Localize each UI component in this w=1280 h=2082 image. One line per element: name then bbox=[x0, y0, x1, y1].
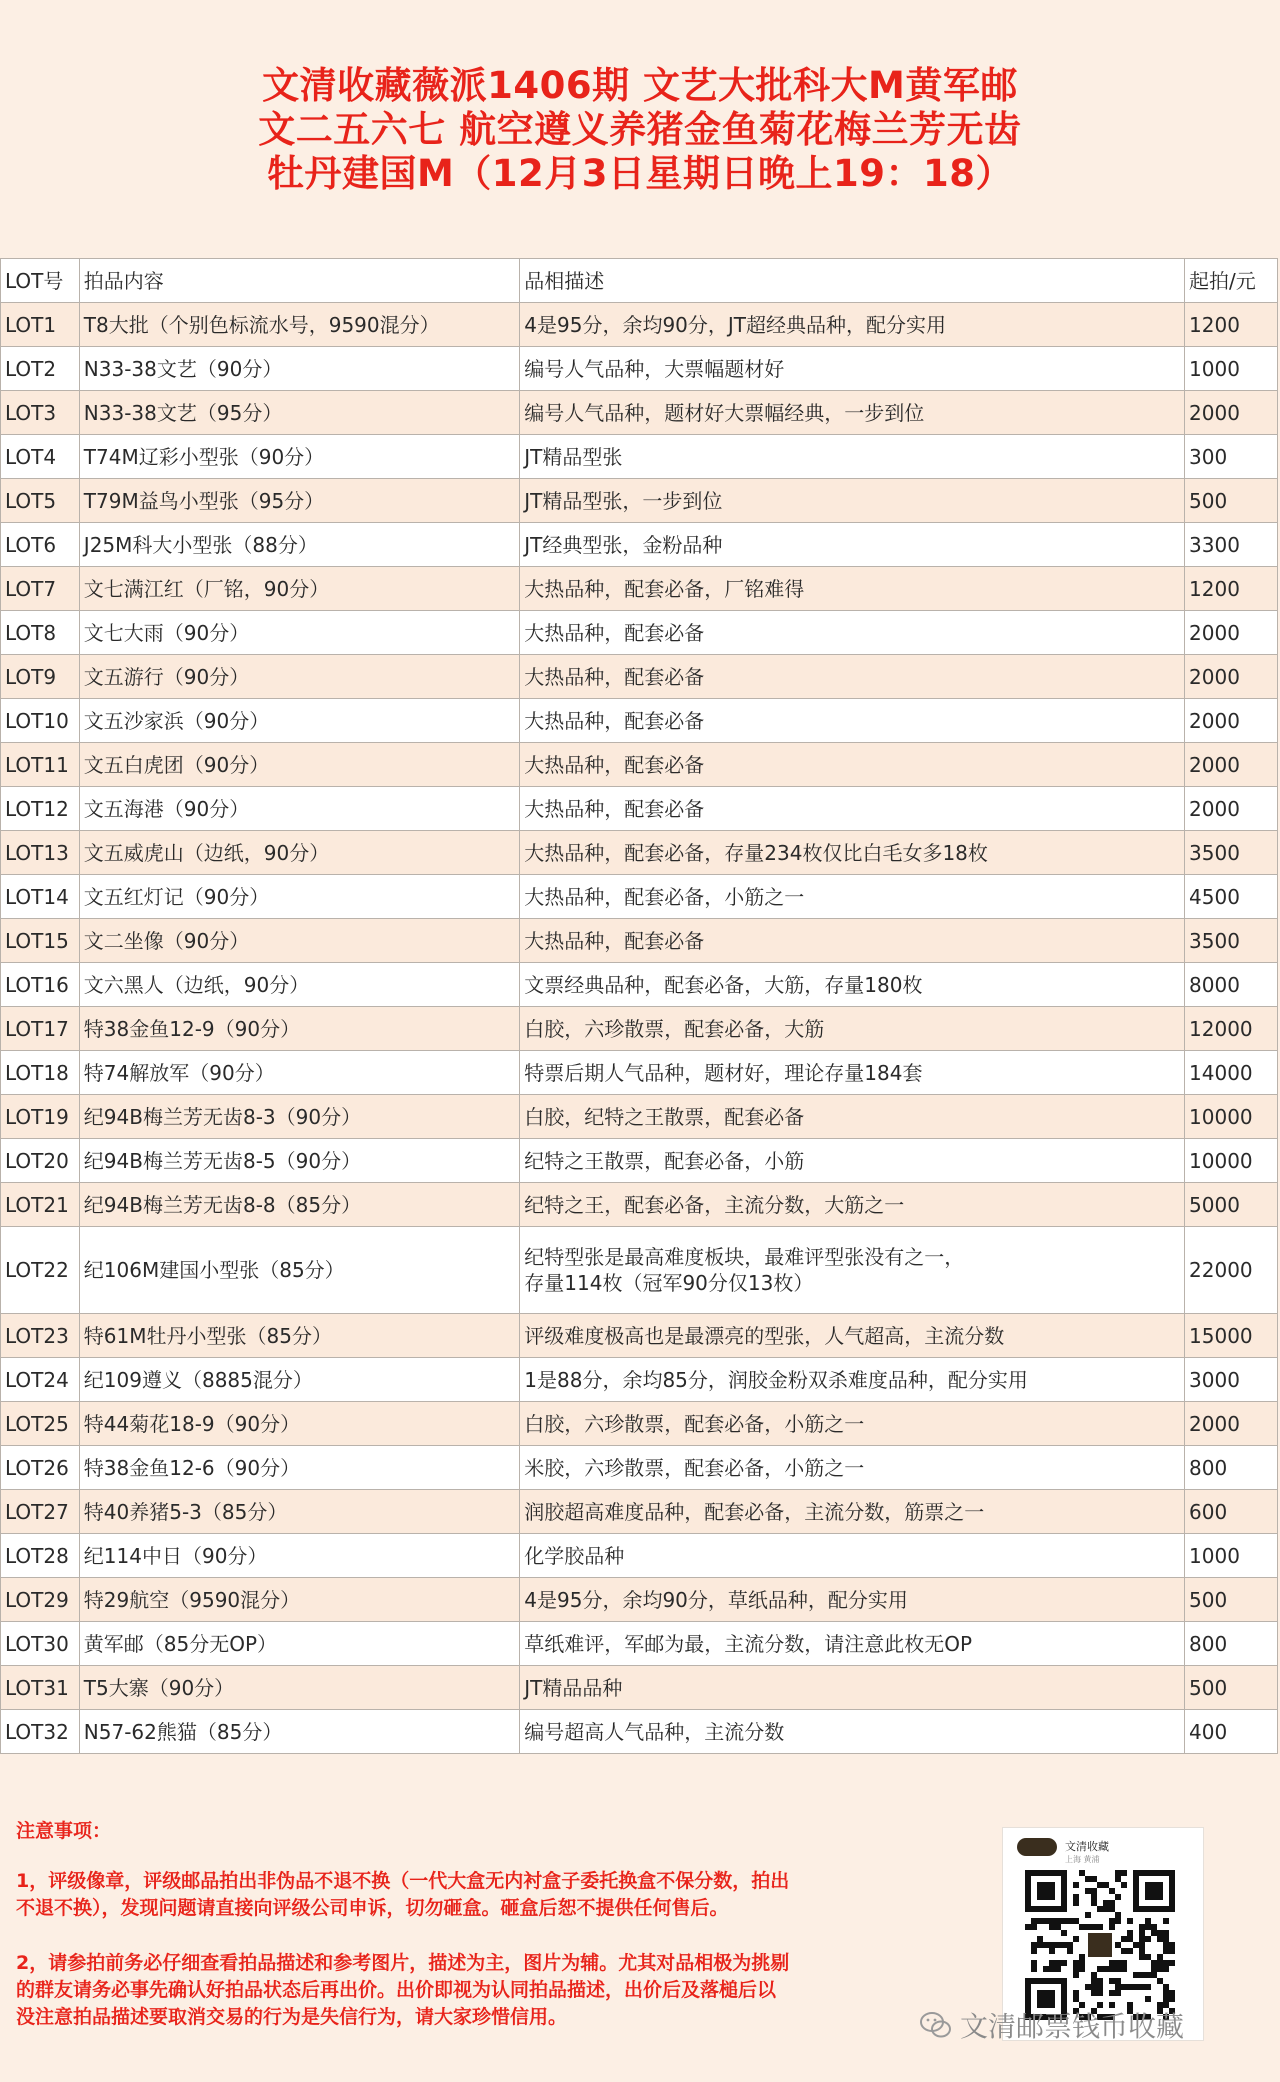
table-row bbox=[1, 435, 1278, 479]
start-price-cell: 2000 bbox=[1185, 611, 1278, 655]
auction-lot-table bbox=[0, 258, 1278, 1754]
lot-cell: LOT20 bbox=[1, 1139, 80, 1183]
start-price-cell: 1200 bbox=[1185, 303, 1278, 347]
lot-cell: LOT24 bbox=[1, 1358, 80, 1402]
description-cell: 大热品种，配套必备，存量234枚仅比白毛女多18枚 bbox=[520, 831, 1185, 875]
table-row bbox=[1, 1490, 1278, 1534]
start-price-cell: 1000 bbox=[1185, 1534, 1278, 1578]
lot-cell: LOT10 bbox=[1, 699, 80, 743]
lot-cell: LOT1 bbox=[1, 303, 80, 347]
qr-shop-location: 上海 黄浦 bbox=[1065, 1855, 1100, 1864]
table-row bbox=[1, 1446, 1278, 1490]
description-cell: 白胶，六珍散票，配套必备，小筋之一 bbox=[520, 1402, 1185, 1446]
item-cell: 文七满江红（厂铭，90分） bbox=[79, 567, 519, 611]
description-cell: 编号人气品种，题材好大票幅经典，一步到位 bbox=[520, 391, 1185, 435]
item-cell: J25M科大小型张（88分） bbox=[79, 523, 519, 567]
lot-cell: LOT14 bbox=[1, 875, 80, 919]
item-cell: 特29航空（9590混分） bbox=[79, 1578, 519, 1622]
lot-cell: LOT30 bbox=[1, 1622, 80, 1666]
description-cell: 白胶，纪特之王散票，配套必备 bbox=[520, 1095, 1185, 1139]
item-cell: 纪94B梅兰芳无齿8-8（85分） bbox=[79, 1183, 519, 1227]
description-cell: 编号人气品种，大票幅题材好 bbox=[520, 347, 1185, 391]
item-cell: 特38金鱼12-6（90分） bbox=[79, 1446, 519, 1490]
description-cell: 大热品种，配套必备 bbox=[520, 919, 1185, 963]
start-price-cell: 600 bbox=[1185, 1490, 1278, 1534]
start-price-cell: 2000 bbox=[1185, 787, 1278, 831]
start-price-cell: 2000 bbox=[1185, 743, 1278, 787]
start-price-cell: 3500 bbox=[1185, 919, 1278, 963]
start-price-cell: 2000 bbox=[1185, 1402, 1278, 1446]
lot-cell: LOT18 bbox=[1, 1051, 80, 1095]
table-header-row bbox=[1, 259, 1278, 303]
table-row bbox=[1, 1710, 1278, 1754]
item-cell: N33-38文艺（90分） bbox=[79, 347, 519, 391]
table-row bbox=[1, 1227, 1278, 1314]
lot-cell: LOT31 bbox=[1, 1666, 80, 1710]
item-cell: T74M辽彩小型张（90分） bbox=[79, 435, 519, 479]
start-price-cell: 4500 bbox=[1185, 875, 1278, 919]
lot-cell: LOT5 bbox=[1, 479, 80, 523]
column-header-description: 品相描述 bbox=[520, 259, 1185, 303]
start-price-cell: 400 bbox=[1185, 1710, 1278, 1754]
start-price-cell: 3300 bbox=[1185, 523, 1278, 567]
item-cell: 文五威虎山（边纸，90分） bbox=[79, 831, 519, 875]
item-cell: 文七大雨（90分） bbox=[79, 611, 519, 655]
lot-cell: LOT29 bbox=[1, 1578, 80, 1622]
item-cell: 黄军邮（85分无OP） bbox=[79, 1622, 519, 1666]
qr-code[interactable] bbox=[1025, 1870, 1175, 2020]
description-line-1: 纪特型张是最高难度板块，最难评型张没有之一， bbox=[524, 1245, 965, 1269]
note-2-line-2: 的群友请务必事先确认好拍品状态后再出价。出价即视为认同拍品描述，出价后及落槌后以 bbox=[16, 1979, 777, 2001]
start-price-cell: 800 bbox=[1185, 1446, 1278, 1490]
lot-cell: LOT4 bbox=[1, 435, 80, 479]
lot-cell: LOT7 bbox=[1, 567, 80, 611]
lot-cell: LOT22 bbox=[1, 1227, 80, 1314]
start-price-cell: 10000 bbox=[1185, 1139, 1278, 1183]
item-cell: 特61M牡丹小型张（85分） bbox=[79, 1314, 519, 1358]
description-cell: 特票后期人气品种，题材好，理论存量184套 bbox=[520, 1051, 1185, 1095]
wechat-icon bbox=[920, 2010, 952, 2040]
item-cell: 特44菊花18-9（90分） bbox=[79, 1402, 519, 1446]
lot-cell: LOT13 bbox=[1, 831, 80, 875]
header bbox=[0, 0, 1280, 258]
lot-cell: LOT21 bbox=[1, 1183, 80, 1227]
table-row bbox=[1, 1139, 1278, 1183]
lot-cell: LOT6 bbox=[1, 523, 80, 567]
page-title-line-3: 牡丹建国M（12月3日星期日晚上19：18） bbox=[266, 152, 1014, 195]
description-cell: 大热品种，配套必备 bbox=[520, 655, 1185, 699]
table-row bbox=[1, 655, 1278, 699]
table-row bbox=[1, 1051, 1278, 1095]
item-cell: 特38金鱼12-9（90分） bbox=[79, 1007, 519, 1051]
start-price-cell: 14000 bbox=[1185, 1051, 1278, 1095]
description-cell: 大热品种，配套必备 bbox=[520, 699, 1185, 743]
lot-cell: LOT2 bbox=[1, 347, 80, 391]
description-cell: 纪特之王散票，配套必备，小筋 bbox=[520, 1139, 1185, 1183]
notes-title: 注意事项： bbox=[16, 1820, 112, 1842]
table-body bbox=[1, 303, 1278, 1754]
table-row bbox=[1, 611, 1278, 655]
start-price-cell: 500 bbox=[1185, 1666, 1278, 1710]
lot-cell: LOT17 bbox=[1, 1007, 80, 1051]
item-cell: 文五海港（90分） bbox=[79, 787, 519, 831]
table-row bbox=[1, 831, 1278, 875]
start-price-cell: 2000 bbox=[1185, 699, 1278, 743]
table-row bbox=[1, 479, 1278, 523]
description-cell: 纪特之王，配套必备，主流分数，大筋之一 bbox=[520, 1183, 1185, 1227]
item-cell: 文五红灯记（90分） bbox=[79, 875, 519, 919]
start-price-cell: 300 bbox=[1185, 435, 1278, 479]
description-cell: 1是88分，余均85分，润胶金粉双杀难度品种，配分实用 bbox=[520, 1358, 1185, 1402]
start-price-cell: 3000 bbox=[1185, 1358, 1278, 1402]
table-row bbox=[1, 1314, 1278, 1358]
item-cell: N57-62熊猫（85分） bbox=[79, 1710, 519, 1754]
description-cell: 4是95分，余均90分，草纸品种，配分实用 bbox=[520, 1578, 1185, 1622]
item-cell: 文六黑人（边纸，90分） bbox=[79, 963, 519, 1007]
start-price-cell: 2000 bbox=[1185, 655, 1278, 699]
start-price-cell: 5000 bbox=[1185, 1183, 1278, 1227]
lot-cell: LOT23 bbox=[1, 1314, 80, 1358]
start-price-cell: 3500 bbox=[1185, 831, 1278, 875]
lot-cell: LOT32 bbox=[1, 1710, 80, 1754]
note-2-line-3: 没注意拍品描述要取消交易的行为是失信行为，请大家珍惜信用。 bbox=[16, 2006, 568, 2028]
table-row bbox=[1, 919, 1278, 963]
table-row bbox=[1, 1666, 1278, 1710]
lot-cell: LOT19 bbox=[1, 1095, 80, 1139]
title-block bbox=[0, 0, 1280, 196]
item-cell: 文二坐像（90分） bbox=[79, 919, 519, 963]
table-row bbox=[1, 1183, 1278, 1227]
description-cell: JT精品型张，一步到位 bbox=[520, 479, 1185, 523]
description-cell: JT精品型张 bbox=[520, 435, 1185, 479]
note-2 bbox=[16, 1950, 916, 2031]
table-row bbox=[1, 347, 1278, 391]
column-header-start-price: 起拍/元 bbox=[1185, 259, 1278, 303]
qr-shop-name: 文清收藏 bbox=[1065, 1840, 1109, 1853]
table-row bbox=[1, 1578, 1278, 1622]
start-price-cell: 22000 bbox=[1185, 1227, 1278, 1314]
description-cell: 评级难度极高也是最漂亮的型张，人气超高，主流分数 bbox=[520, 1314, 1185, 1358]
description-cell bbox=[520, 1227, 1185, 1314]
table-row bbox=[1, 303, 1278, 347]
item-cell: 纪94B梅兰芳无齿8-5（90分） bbox=[79, 1139, 519, 1183]
lot-cell: LOT26 bbox=[1, 1446, 80, 1490]
table-row bbox=[1, 1622, 1278, 1666]
description-cell: 润胶超高难度品种，配套必备，主流分数，筋票之一 bbox=[520, 1490, 1185, 1534]
lot-cell: LOT28 bbox=[1, 1534, 80, 1578]
start-price-cell: 15000 bbox=[1185, 1314, 1278, 1358]
note-1-line-2: 不退不换），发现问题请直接向评级公司申诉，切勿砸盒。砸盒后恕不提供任何售后。 bbox=[16, 1897, 729, 1919]
table-row bbox=[1, 567, 1278, 611]
table-row bbox=[1, 391, 1278, 435]
description-cell: 大热品种，配套必备 bbox=[520, 611, 1185, 655]
item-cell: 纪106M建国小型张（85分） bbox=[79, 1227, 519, 1314]
lot-cell: LOT9 bbox=[1, 655, 80, 699]
start-price-cell: 1200 bbox=[1185, 567, 1278, 611]
item-cell: T5大寨（90分） bbox=[79, 1666, 519, 1710]
description-cell: 文票经典品种，配套必备，大筋，存量180枚 bbox=[520, 963, 1185, 1007]
description-cell: 大热品种，配套必备 bbox=[520, 743, 1185, 787]
lot-cell: LOT12 bbox=[1, 787, 80, 831]
description-cell: 大热品种，配套必备，小筋之一 bbox=[520, 875, 1185, 919]
watermark-text: 文清邮票钱币收藏 bbox=[960, 2010, 1185, 2043]
description-cell: JT精品品种 bbox=[520, 1666, 1185, 1710]
lot-cell: LOT27 bbox=[1, 1490, 80, 1534]
start-price-cell: 1000 bbox=[1185, 347, 1278, 391]
start-price-cell: 800 bbox=[1185, 1622, 1278, 1666]
table-row bbox=[1, 699, 1278, 743]
lot-cell: LOT16 bbox=[1, 963, 80, 1007]
lot-cell: LOT3 bbox=[1, 391, 80, 435]
item-cell: 文五沙家浜（90分） bbox=[79, 699, 519, 743]
table-row bbox=[1, 963, 1278, 1007]
page-title-line-2: 文二五六七 航空遵义养猪金鱼菊花梅兰芳无齿 bbox=[258, 108, 1022, 151]
start-price-cell: 500 bbox=[1185, 1578, 1278, 1622]
shop-logo bbox=[1017, 1838, 1057, 1856]
column-header-lot: LOT号 bbox=[1, 259, 80, 303]
start-price-cell: 12000 bbox=[1185, 1007, 1278, 1051]
column-header-item: 拍品内容 bbox=[79, 259, 519, 303]
table-row bbox=[1, 523, 1278, 567]
description-cell: 大热品种，配套必备 bbox=[520, 787, 1185, 831]
item-cell: 纪94B梅兰芳无齿8-3（90分） bbox=[79, 1095, 519, 1139]
description-cell: 化学胶品种 bbox=[520, 1534, 1185, 1578]
start-price-cell: 2000 bbox=[1185, 391, 1278, 435]
item-cell: T8大批（个别色标流水号，9590混分） bbox=[79, 303, 519, 347]
lot-cell: LOT11 bbox=[1, 743, 80, 787]
table-row bbox=[1, 1007, 1278, 1051]
item-cell: 纪109遵义（8885混分） bbox=[79, 1358, 519, 1402]
description-cell: JT经典型张，金粉品种 bbox=[520, 523, 1185, 567]
description-cell: 编号超高人气品种，主流分数 bbox=[520, 1710, 1185, 1754]
table-row bbox=[1, 1534, 1278, 1578]
table-row bbox=[1, 787, 1278, 831]
lot-cell: LOT8 bbox=[1, 611, 80, 655]
item-cell: N33-38文艺（95分） bbox=[79, 391, 519, 435]
description-cell: 白胶，六珍散票，配套必备，大筋 bbox=[520, 1007, 1185, 1051]
description-cell: 大热品种，配套必备，厂铭难得 bbox=[520, 567, 1185, 611]
notes-section bbox=[0, 1760, 1280, 2082]
page-title-line-1: 文清收藏薇派1406期 文艺大批科大M黄军邮 bbox=[262, 64, 1018, 107]
note-2-line-1: 2，请参拍前务必仔细查看拍品描述和参考图片，描述为主，图片为辅。尤其对品相极为挑剔 bbox=[16, 1952, 790, 1974]
table-row bbox=[1, 743, 1278, 787]
lot-cell: LOT25 bbox=[1, 1402, 80, 1446]
table-row bbox=[1, 1402, 1278, 1446]
watermark bbox=[920, 2005, 1250, 2045]
note-1 bbox=[16, 1868, 916, 1922]
note-1-line-1: 1，评级像章，评级邮品拍出非伪品不退不换（一代大盒无内衬盒子委托换盒不保分数，拍出 bbox=[16, 1870, 790, 1892]
start-price-cell: 10000 bbox=[1185, 1095, 1278, 1139]
item-cell: 文五白虎团（90分） bbox=[79, 743, 519, 787]
description-cell: 草纸难评，军邮为最，主流分数，请注意此枚无OP bbox=[520, 1622, 1185, 1666]
item-cell: 特40养猪5-3（85分） bbox=[79, 1490, 519, 1534]
start-price-cell: 500 bbox=[1185, 479, 1278, 523]
description-cell: 米胶，六珍散票，配套必备，小筋之一 bbox=[520, 1446, 1185, 1490]
table-row bbox=[1, 1095, 1278, 1139]
item-cell: 文五游行（90分） bbox=[79, 655, 519, 699]
table-row bbox=[1, 875, 1278, 919]
description-cell: 4是95分，余均90分，JT超经典品种，配分实用 bbox=[520, 303, 1185, 347]
item-cell: 特74解放军（90分） bbox=[79, 1051, 519, 1095]
item-cell: 纪114中日（90分） bbox=[79, 1534, 519, 1578]
lot-cell: LOT15 bbox=[1, 919, 80, 963]
item-cell: T79M益鸟小型张（95分） bbox=[79, 479, 519, 523]
description-line-2: 存量114枚（冠军90分仅13枚） bbox=[524, 1271, 814, 1295]
start-price-cell: 8000 bbox=[1185, 963, 1278, 1007]
table-row bbox=[1, 1358, 1278, 1402]
